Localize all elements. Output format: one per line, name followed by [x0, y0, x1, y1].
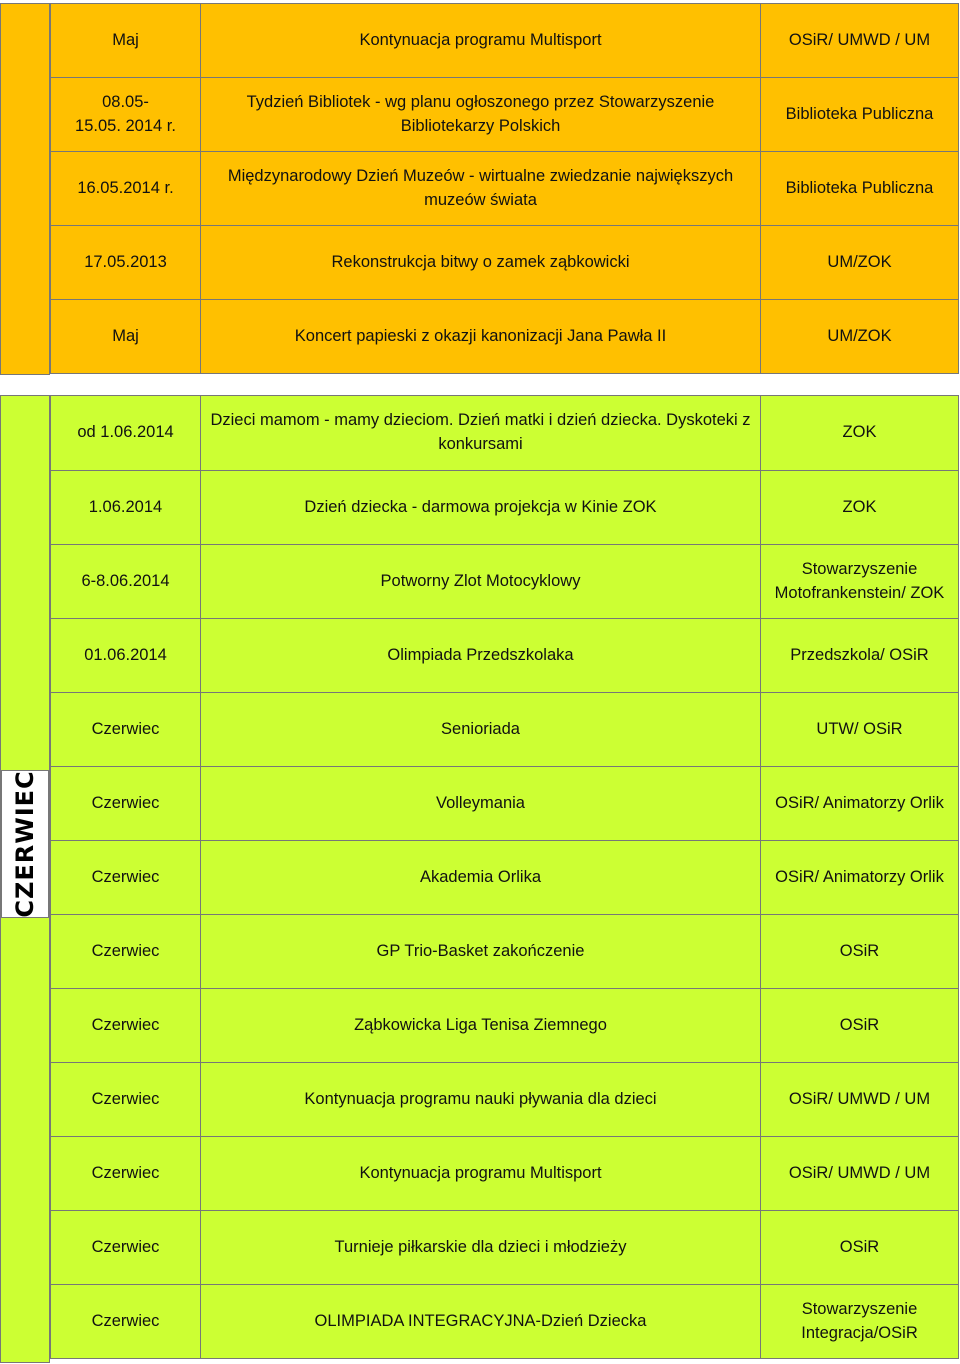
- event-date-cell: Czerwiec: [51, 989, 201, 1063]
- event-name-cell: Turnieje piłkarskie dla dzieci i młodzieży: [201, 1211, 761, 1285]
- event-organizer-cell: Stowarzyszenie Motofrankenstein/ ZOK: [761, 545, 959, 619]
- event-organizer-cell: OSiR: [761, 1211, 959, 1285]
- event-date-cell: Czerwiec: [51, 1137, 201, 1211]
- table-row: [51, 1211, 959, 1285]
- event-name-cell: Ząbkowicka Liga Tenisa Ziemnego: [201, 989, 761, 1063]
- table-row: [51, 619, 959, 693]
- event-date-cell: 08.05- 15.05. 2014 r.: [51, 78, 201, 152]
- event-organizer-cell: ZOK: [761, 396, 959, 471]
- event-organizer-cell: OSiR/ UMWD / UM: [761, 1137, 959, 1211]
- table-row: [51, 989, 959, 1063]
- event-name-cell: Kontynuacja programu Multisport: [201, 4, 761, 78]
- event-organizer-cell: Przedszkola/ OSiR: [761, 619, 959, 693]
- event-name-cell: Koncert papieski z okazji kanonizacji Jana Pawła II: [201, 300, 761, 374]
- event-organizer-cell: UTW/ OSiR: [761, 693, 959, 767]
- event-organizer-cell: OSiR/ UMWD / UM: [761, 1063, 959, 1137]
- table-row: [51, 152, 959, 226]
- event-date-cell: Czerwiec: [51, 915, 201, 989]
- may-side-strip: [0, 3, 50, 375]
- table-row: [51, 1137, 959, 1211]
- may-events-table: [50, 3, 959, 374]
- event-date-cell: 1.06.2014: [51, 471, 201, 545]
- event-organizer-cell: OSiR: [761, 915, 959, 989]
- event-date-cell: Czerwiec: [51, 841, 201, 915]
- event-name-cell: Akademia Orlika: [201, 841, 761, 915]
- event-date-cell: od 1.06.2014: [51, 396, 201, 471]
- table-row: [51, 693, 959, 767]
- table-row: [51, 1285, 959, 1359]
- table-row: [51, 4, 959, 78]
- event-date-cell: Czerwiec: [51, 1063, 201, 1137]
- event-organizer-cell: Biblioteka Publiczna: [761, 78, 959, 152]
- event-name-cell: Dzieci mamom - mamy dzieciom. Dzień matki i dzień dziecka. Dyskoteki z konkursami: [201, 396, 761, 471]
- event-date-cell: Maj: [51, 4, 201, 78]
- event-name-cell: Rekonstrukcja bitwy o zamek ząbkowicki: [201, 226, 761, 300]
- table-row: [51, 300, 959, 374]
- event-name-cell: Olimpiada Przedszkolaka: [201, 619, 761, 693]
- event-date-cell: Maj: [51, 300, 201, 374]
- event-name-cell: Kontynuacja programu nauki pływania dla dzieci: [201, 1063, 761, 1137]
- event-date-cell: 17.05.2013: [51, 226, 201, 300]
- event-date-cell: 01.06.2014: [51, 619, 201, 693]
- event-name-cell: Kontynuacja programu Multisport: [201, 1137, 761, 1211]
- table-row: [51, 915, 959, 989]
- event-name-cell: Tydzień Bibliotek - wg planu ogłoszonego przez Stowarzyszenie Bibliotekarzy Polskich: [201, 78, 761, 152]
- table-row: [51, 471, 959, 545]
- event-name-cell: Dzień dziecka - darmowa projekcja w Kinie ZOK: [201, 471, 761, 545]
- event-name-cell: GP Trio-Basket zakończenie: [201, 915, 761, 989]
- event-date-cell: Czerwiec: [51, 767, 201, 841]
- table-row: [51, 545, 959, 619]
- event-organizer-cell: OSiR/ UMWD / UM: [761, 4, 959, 78]
- event-name-cell: Senioriada: [201, 693, 761, 767]
- table-row: [51, 78, 959, 152]
- event-date-cell: 16.05.2014 r.: [51, 152, 201, 226]
- event-organizer-cell: Biblioteka Publiczna: [761, 152, 959, 226]
- event-name-cell: Międzynarodowy Dzień Muzeów - wirtualne zwiedzanie największych muzeów świata: [201, 152, 761, 226]
- event-organizer-cell: OSiR/ Animatorzy Orlik: [761, 841, 959, 915]
- event-organizer-cell: UM/ZOK: [761, 226, 959, 300]
- event-organizer-cell: OSiR: [761, 989, 959, 1063]
- event-date-cell: Czerwiec: [51, 1211, 201, 1285]
- event-organizer-cell: UM/ZOK: [761, 300, 959, 374]
- table-row: [51, 767, 959, 841]
- table-row: [51, 226, 959, 300]
- event-name-cell: Volleymania: [201, 767, 761, 841]
- table-row: [51, 1063, 959, 1137]
- event-name-cell: Potworny Zlot Motocyklowy: [201, 545, 761, 619]
- table-row: [51, 396, 959, 471]
- event-organizer-cell: OSiR/ Animatorzy Orlik: [761, 767, 959, 841]
- june-month-label-box: [1, 770, 49, 918]
- event-date-cell: Czerwiec: [51, 1285, 201, 1359]
- event-date-cell: Czerwiec: [51, 693, 201, 767]
- table-row: [51, 841, 959, 915]
- event-organizer-cell: ZOK: [761, 471, 959, 545]
- june-events-table: [50, 395, 959, 1359]
- event-organizer-cell: Stowarzyszenie Integracja/OSiR: [761, 1285, 959, 1359]
- june-month-label: CZERWIEC: [11, 770, 39, 918]
- event-date-cell: 6-8.06.2014: [51, 545, 201, 619]
- event-name-cell: OLIMPIADA INTEGRACYJNA-Dzień Dziecka: [201, 1285, 761, 1359]
